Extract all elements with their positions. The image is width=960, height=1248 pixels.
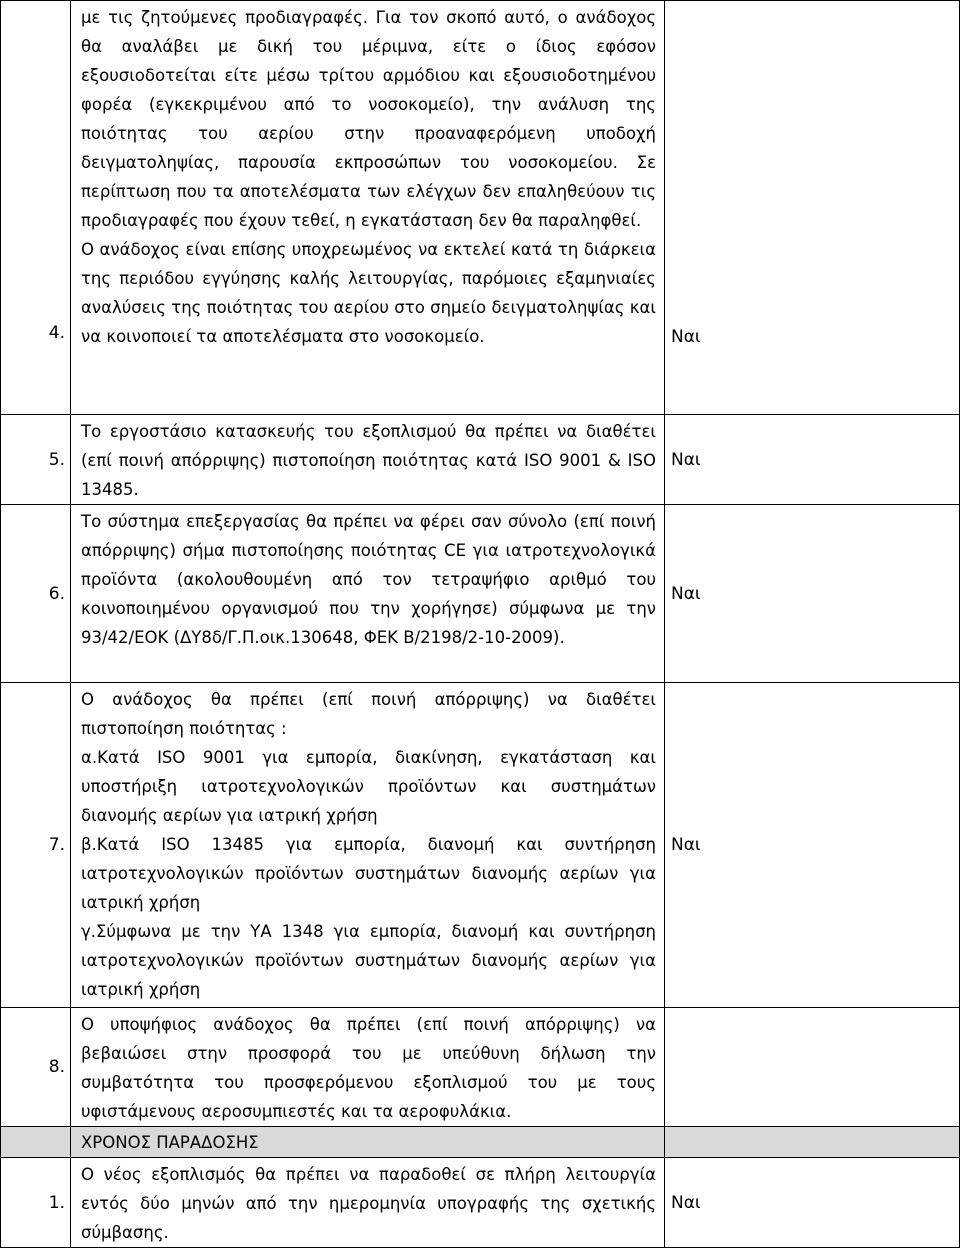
table-row [1, 415, 960, 505]
paragraph: Ο νέος εξοπλισμός θα πρέπει να παραδοθεί σε πλήρη λειτουργία εντός δύο μηνών από την ημερομηνία υπογραφής της σχετικής σύμβασης. [81, 1165, 656, 1242]
row-answer: Ναι [665, 1158, 960, 1248]
row-answer [665, 1008, 960, 1127]
table-row [1, 1158, 960, 1248]
row-description [71, 505, 665, 683]
row-number: 8. [1, 1008, 71, 1127]
row-answer: Ναι [665, 415, 960, 505]
row-description [71, 1, 665, 415]
row-answer: Ναι [665, 505, 960, 683]
paragraph: Το εργοστάσιο κατασκευής του εξοπλισμού θα πρέπει να διαθέτει (επί ποινή απόρριψης) πιστοποίηση ποιότητας κατά ISO 9001 & ISO 13485. [81, 422, 656, 499]
row-description [71, 1008, 665, 1127]
paragraph: α.Κατά ISO 9001 για εμπορία, διακίνηση, εγκατάσταση και υποστήριξη ιατροτεχνολογικών προϊόντων και συστημάτων διανομής αερίων για ιατρική χρήση [81, 748, 656, 825]
table-row [1, 505, 960, 683]
section-header-row [1, 1127, 960, 1158]
paragraph: β.Κατά ISO 13485 για εμπορία, διανομή και συντήρηση ιατροτεχνολογικών προϊόντων συστημάτων διανομής αερίων για ιατρική χρήση [81, 835, 656, 912]
paragraph: Ο ανάδοχος θα πρέπει (επί ποινή απόρριψης) να διαθέτει πιστοποίηση ποιότητας : [81, 690, 656, 738]
paragraph: Το σύστημα επεξεργασίας θα πρέπει να φέρει σαν σύνολο (επί ποινή απόρριψης) σήμα πιστοποίησης ποιότητας CE για ιατροτεχνολογικά προϊόντα (ακολουθουμένη από τον τετραψήφιο αριθμό του κοινοποιημένου οργανισμού που την χορήγησε) σύμφωνα με την 93/42/ΕΟΚ (ΔΥ8δ/Γ.Π.οικ.130648, ΦΕΚ Β/2198/2-10-2009). [81, 512, 656, 647]
section-number-cell [1, 1127, 71, 1158]
paragraph: Ο υποψήφιος ανάδοχος θα πρέπει (επί ποινή απόρριψης) να βεβαιώσει στην προσφορά του με υπεύθυνη δήλωση την συμβατότητα του προσφερόμενου εξοπλισμού του με τους υφιστάμενους αεροσυμπιεστές και τα αεροφυλάκια. [81, 1015, 656, 1121]
paragraph: με τις ζητούμενες προδιαγραφές. Για τον σκοπό αυτό, ο ανάδοχος θα αναλάβει με δική του μέριμνα, είτε ο ίδιος εφόσον εξουσιοδοτείται είτε μέσω τρίτου αρμόδιου και εξουσιοδοτημένου φορέα (εγκεκριμένου από το νοσοκομείο), την ανάλυση της ποιότητας του αερίου στην προαναφερόμενη υποδοχή δειγματοληψίας, παρουσία εκπροσώπων του νοσοκομείου. Σε περίπτωση που τα αποτελέσματα των ελέγχων δεν επαληθεύουν τις προδιαγραφές που έχουν τεθεί, η εγκατάσταση δεν θα παραληφθεί. [81, 8, 656, 230]
table-row [1, 683, 960, 1008]
paragraph: γ.Σύμφωνα με την ΥΑ 1348 για εμπορία, διανομή και συντήρηση ιατροτεχνολογικών προϊόντων συστημάτων διανομής αερίων για ιατρική χρήση [81, 922, 656, 999]
row-number: 6. [1, 505, 71, 683]
row-answer: Ναι [665, 1, 960, 415]
row-number: 7. [1, 683, 71, 1008]
row-number: 1. [1, 1158, 71, 1248]
section-answer-cell [665, 1127, 960, 1158]
table-row [1, 1008, 960, 1127]
row-description [71, 1158, 665, 1248]
row-answer: Ναι [665, 683, 960, 1008]
row-number: 4. [1, 1, 71, 415]
row-description [71, 415, 665, 505]
row-number: 5. [1, 415, 71, 505]
paragraph: Ο ανάδοχος είναι επίσης υποχρεωμένος να εκτελεί κατά τη διάρκεια της περιόδου εγγύησης καλής λειτουργίας, παρόμοιες εξαμηνιαίες αναλύσεις της ποιότητας του αερίου στο σημείο δειγματοληψίας και να κοινοποιεί τα αποτελέσματα στο νοσοκομείο. [81, 240, 656, 346]
row-description [71, 683, 665, 1008]
section-title: ΧΡΟΝΟΣ ΠΑΡΑΔΟΣΗΣ [71, 1127, 665, 1158]
table-row [1, 1, 960, 415]
